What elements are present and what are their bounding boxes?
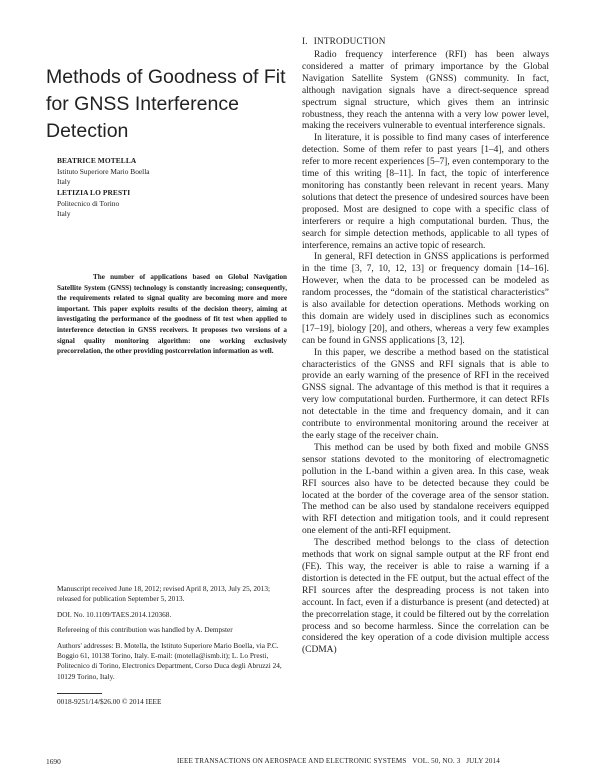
author-affiliation: Istituto Superiore Mario Boella bbox=[57, 166, 150, 176]
body-paragraph: The described method belongs to the class of detection methods that work on signal sample output at the RF front end (FE). This way, the receiver is able to raise a warning if a distortion is detected in the FE output, but the actual effect of the RFI sources after the despreading process is not taken into account. In fact, even if a disturbance is present (and detected) at the precorrelation stage, it could be filtered out by the correlation process and so become harmless. Since the correlation can be considered the key operation of a code division multiple access (CDMA) bbox=[302, 538, 549, 656]
author-country: Italy bbox=[57, 177, 71, 187]
body-paragraph: This method can be used by both fixed and mobile GNSS sensor stations devoted to the monitoring of electromagnetic pollution in the L-band within a given area. In this case, weak RFI sources also have to be detected because they could be located at the border of the coverage area of the sensor station. The method can be also used by standalone receivers equipped with RFI detection and mitigation tools, and it could represent one element of the anti-RFI equipment. bbox=[302, 442, 549, 537]
body-paragraph: In this paper, we describe a method based on the statistical characteristics of the GNSS and RFI signals that is able to provide an early warning of the presence of RFI in the received GNSS signal. The advantage of this method is that it requires a very low computational burden. Furthermore, it can detect RFIs not detectable in the time and frequency domain, and it can contribute to environmental monitoring around the receiver at the early stage of the receiver chain. bbox=[302, 347, 549, 441]
page-number: 1690 bbox=[46, 757, 61, 766]
abstract: The number of applications based on Global Navigation Satellite System (GNSS) technology is constantly increasing; consequently, the requirements related to signal quality are becoming more and more important. This paper exploits results of the decision theory, aiming at investigating the performance of the goodness of fit test when applied to interference detection in GNSS receivers. It proposes two versions of a signal quality monitoring algorithm: one working exclusively precorrelation, the other providing postcorrelation information as well. bbox=[57, 273, 287, 356]
footnote-divider bbox=[57, 693, 102, 694]
body-paragraph: In literature, it is possible to find many cases of interference detection. Some of them refer to past years [1–4], and others refer to more recent experiences [5–7], even contemporary to the time of this writing [8–11]. In fact, the topic of interference monitoring has constantly been relevant in recent years. Many solutions that detect the presence of undesired sources have been proposed. Most are designed to cope with a specific class of interferers or require a high computational burden. Thus, the search for simple detection methods, applicable to all types of interference, remains an active topic of research. bbox=[302, 133, 549, 251]
author-country: Italy bbox=[57, 209, 71, 219]
copyright-line: 0018-9251/14/$26.00 © 2014 IEEE bbox=[57, 697, 162, 706]
journal-name: IEEE TRANSACTIONS ON AEROSPACE AND ELECTRONIC SYSTEMS bbox=[177, 757, 407, 765]
footnote-addresses: Authors' addresses: B. Motella, the Istituto Superiore Mario Boella, via P.C. Boggio 61, 10138 Torino, Italy. E-mail: (motella@ismb.it); L. Lo Presti, Politecnico di Torino, Electronics Department, Corso Duca degli Abruzzi 24, 10129 Torino, Italy. bbox=[57, 640, 282, 681]
section-heading bbox=[302, 36, 386, 46]
author-name: BEATRICE MOTELLA bbox=[57, 156, 137, 165]
author-block-2 bbox=[57, 188, 287, 220]
body-text bbox=[302, 50, 549, 657]
footnotes bbox=[57, 584, 289, 687]
section-number: I. bbox=[302, 36, 308, 46]
author-block-1 bbox=[57, 156, 287, 188]
author-affiliation: Politecnico di Torino bbox=[57, 198, 120, 208]
body-paragraph: In general, RFI detection in GNSS applications is performed in the time [3, 7, 10, 12, 13] or frequency domain [14–16]. However, when the data to be processed can be modeled as random processes, the “domain of the statistical characteristics” is also available for detection operations. Methods working on this domain are widely used in disciplines such as economics [17–19], biology [20], and others, whereas a very few examples can be found in GNSS applications [3, 12]. bbox=[302, 252, 549, 346]
body-paragraph: Radio frequency interference (RFI) has been always considered a matter of primary importance by the Global Navigation Satellite System (GNSS) community. In fact, although navigation signals have a direct-sequence spread spectrum signal structure, which gives them an intrinsic robustness, they reach the antenna with a very low power level, making the receivers vulnerable to eventual interference signals. bbox=[302, 50, 549, 132]
footnote-refereeing: Refereeing of this contribution was handled by A. Dempster bbox=[57, 625, 233, 635]
footnote-manuscript: Manuscript received June 18, 2012; revised April 8, 2013, July 25, 2013; released for publication September 5, 2013. bbox=[57, 584, 270, 604]
paper-title: Methods of Goodness of Fit for GNSS Interference Detection bbox=[46, 66, 286, 142]
author-name: LETIZIA LO PRESTI bbox=[57, 188, 131, 197]
journal-footer bbox=[177, 757, 500, 765]
footnote-doi: DOI. No. 10.1109/TAES.2014.120368. bbox=[57, 609, 172, 619]
section-title: INTRODUCTION bbox=[313, 36, 386, 46]
journal-date: JULY 2014 bbox=[466, 757, 500, 765]
journal-volume: VOL. 50, NO. 3 bbox=[412, 757, 461, 765]
